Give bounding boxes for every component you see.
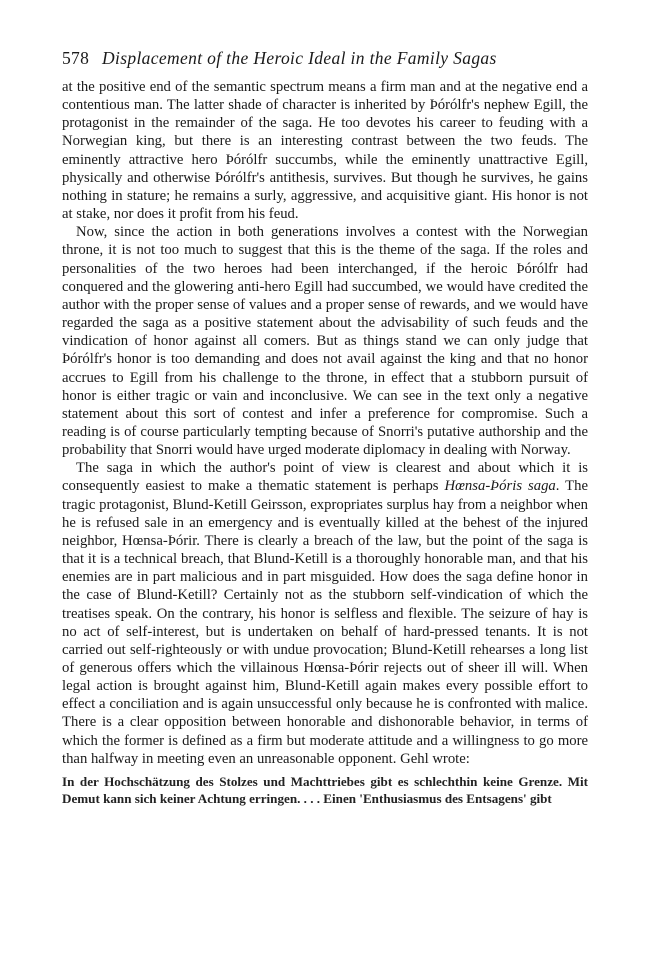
- body-text: [62, 78, 588, 768]
- running-head: [62, 48, 588, 69]
- paragraph-3-rest: . The tragic protagonist, Blund-Ketill Geirsson, expropriates surplus hay from a neighbor when he is refused sale in an emergency and is eventually killed at the behest of the injured neighbor, Hœnsa-Þórir. There is clearly a breach of the law, but the point of the saga is that it is a technical breach, that Blund-Ketill is a thoroughly honorable man, and that his enemies are in part malicious and in part misguided. How does the saga define honor in the case of Blund-Ketill? Certainly not as the stubborn self-vindication of which the treatises speak. On the contrary, his honor is selfless and flexible. The seizure of hay is no act of self-interest, but is undertaken on behalf of hard-pressed tenants. It is not carried out self-righteously or with undue provocation; Blund-Ketill rehearses a long list of generous offers which the villainous Hœnsa-Þórir rejects out of sheer ill will. When legal action is brought against him, Blund-Ketill again makes every possible effort to effect a conciliation and is again unsuccessful only because he is confronted with malice. There is a clear opposition between honorable and dishonorable behavior, in terms of which the former is defined as a firm but moderate attitude and a willingness to go more than halfway in meeting even an unreasonable opponent. Gehl wrote:: [62, 478, 588, 767]
- paragraph-3: [62, 459, 588, 768]
- saga-title: Hœnsa-Þóris saga: [444, 478, 556, 495]
- page: [62, 48, 588, 807]
- paragraph-3-start: The saga in which the author's point of view is clearest and about which it is consequently easiest to make a thematic statement is perhaps: [62, 460, 588, 495]
- page-number: 578: [62, 48, 90, 68]
- paragraph-1: at the positive end of the semantic spectrum means a firm man and at the negative end a contentious man. The latter shade of character is inherited by Þórólfr's nephew Egill, the protagonist in the remainder of the saga. He too devotes his career to feuding with a Norwegian king, but there is an interesting contrast between the two feuds. The eminently attractive hero Þórólfr succumbs, while the eminently unattractive Egill, physically and otherwise Þórólfr's antithesis, survives. But though he survives, he gains nothing in stature; he remains a surly, aggressive, and acquisitive giant. His honor is not at stake, nor does it profit from his feud.: [62, 79, 588, 223]
- block-quote: In der Hochschätzung des Stolzes und Machttriebes gibt es schlechthin keine Grenze. Mit Demut kann sich keiner Achtung erringen. . . . Einen 'Enthusiasmus des Entsagens' gibt: [62, 773, 588, 806]
- paragraph-2: Now, since the action in both generations involves a contest with the Norwegian throne, it is not too much to suggest that this is the theme of the saga. If the roles and personalities of the two heroes had been interchanged, if the heroic Þórólfr had conquered and the glowering anti-hero Egill had succumbed, we would have credited the author with the proper sense of values and a proper sense of rewards, and we would have regarded the saga as a positive statement about the advisability of such feuds and the vindication of honor against all comers. But as things stand we can only judge that Þórólfr's honor is too demanding and does not avail against the king and that no honor accrues to Egill from his challenge to the throne, in effect that a stubborn pursuit of honor is either tragic or vain and inconclusive. We can see in the text only a negative statement about this sort of contest and infer a preference for compromise. Such a reading is of course particularly tempting because of Snorri's putative authorship and the probability that Snorri would have urged moderate diplomacy in dealing with Norway.: [62, 224, 588, 459]
- running-title: Displacement of the Heroic Ideal in the Family Sagas: [102, 48, 497, 68]
